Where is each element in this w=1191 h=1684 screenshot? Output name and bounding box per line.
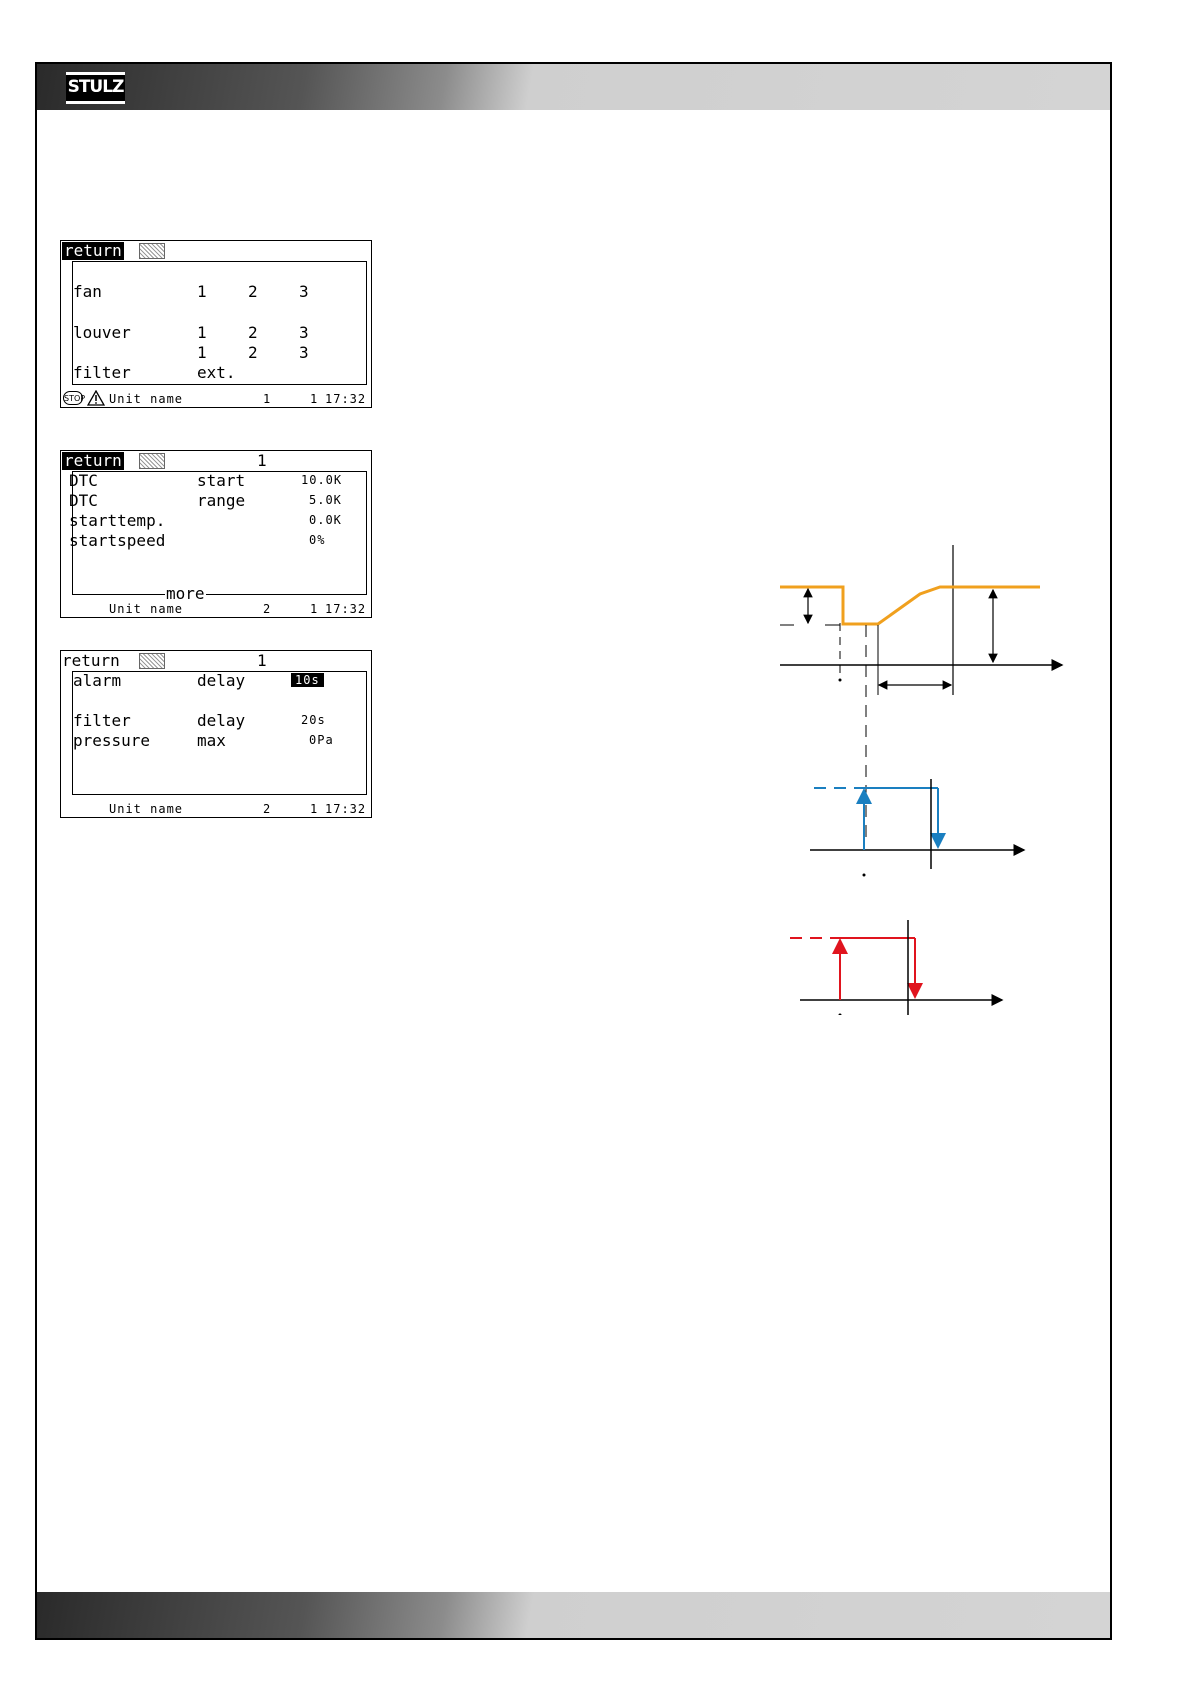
- louver-2-value[interactable]: 2: [248, 323, 258, 342]
- filter-value[interactable]: ext.: [197, 363, 236, 382]
- unit-name: Unit name: [109, 602, 184, 616]
- fan-number: 1: [257, 451, 267, 470]
- blue-switch-graph: [810, 779, 1024, 877]
- startspeed-value[interactable]: 0%: [309, 533, 326, 547]
- row-label: fan: [73, 282, 102, 301]
- lcd-screen-3: [60, 650, 372, 818]
- unit-icon: [139, 243, 165, 259]
- filter-delay-value[interactable]: 20s: [301, 713, 326, 727]
- row-label: louver: [73, 323, 131, 342]
- status-time: 17:32: [325, 392, 367, 406]
- header-band: [37, 64, 1110, 110]
- row-label: DTC: [69, 491, 98, 510]
- row-param: delay: [197, 711, 246, 730]
- row-label: startspeed: [69, 531, 166, 550]
- status-index: 1: [310, 392, 319, 406]
- return-button[interactable]: return: [64, 241, 122, 260]
- status-time: 17:32: [325, 802, 367, 816]
- row-label: filter: [73, 711, 131, 730]
- row-label: filter: [73, 363, 131, 382]
- row-label: DTC: [69, 471, 98, 490]
- fan-icon: [139, 653, 165, 669]
- row-param: range: [197, 491, 246, 510]
- row3-2-value[interactable]: 2: [248, 343, 258, 362]
- starttemp-value[interactable]: 0.0K: [309, 513, 342, 527]
- fan-3-value[interactable]: 3: [299, 282, 309, 301]
- status-page: 2: [263, 602, 272, 616]
- fan-number: 1: [257, 651, 267, 670]
- row-param: start: [197, 471, 246, 490]
- row-label: pressure: [73, 731, 151, 750]
- row3-3-value[interactable]: 3: [299, 343, 309, 362]
- more-link[interactable]: more: [166, 584, 205, 603]
- fan-icon: [139, 453, 165, 469]
- pressure-max-value[interactable]: 0Pa: [309, 733, 334, 747]
- louver-3-value[interactable]: 3: [299, 323, 309, 342]
- status-index: 1: [310, 602, 319, 616]
- footer-band: [37, 1592, 1110, 1638]
- row3-1-value[interactable]: 1: [197, 343, 207, 362]
- return-button[interactable]: return: [64, 451, 122, 470]
- fan-speed-graph: [780, 545, 1062, 845]
- status-page: 1: [263, 392, 272, 406]
- row-label: alarm: [73, 671, 122, 690]
- status-page: 2: [263, 802, 272, 816]
- red-switch-graph: [790, 920, 1002, 1015]
- stop-icon: STOP: [63, 391, 83, 405]
- stulz-logo: STULZ: [66, 72, 125, 104]
- louver-1-value[interactable]: 1: [197, 323, 207, 342]
- dtc-range-value[interactable]: 5.0K: [309, 493, 342, 507]
- alarm-delay-value[interactable]: 10s: [291, 673, 324, 687]
- unit-name: Unit name: [109, 802, 184, 816]
- fan-2-value[interactable]: 2: [248, 282, 258, 301]
- status-time: 17:32: [325, 602, 367, 616]
- row-param: max: [197, 731, 226, 750]
- dtc-start-value[interactable]: 10.0K: [301, 473, 343, 487]
- row-label: starttemp.: [69, 511, 166, 530]
- row-param: delay: [197, 671, 246, 690]
- fan-1-value[interactable]: 1: [197, 282, 207, 301]
- return-button[interactable]: return: [62, 651, 120, 670]
- lcd-screen-2: [60, 450, 372, 618]
- lcd-screen-1: [60, 240, 372, 408]
- control-diagram: [780, 545, 1080, 1015]
- status-index: 1: [310, 802, 319, 816]
- unit-name: Unit name: [109, 392, 184, 406]
- warning-icon: [87, 390, 105, 406]
